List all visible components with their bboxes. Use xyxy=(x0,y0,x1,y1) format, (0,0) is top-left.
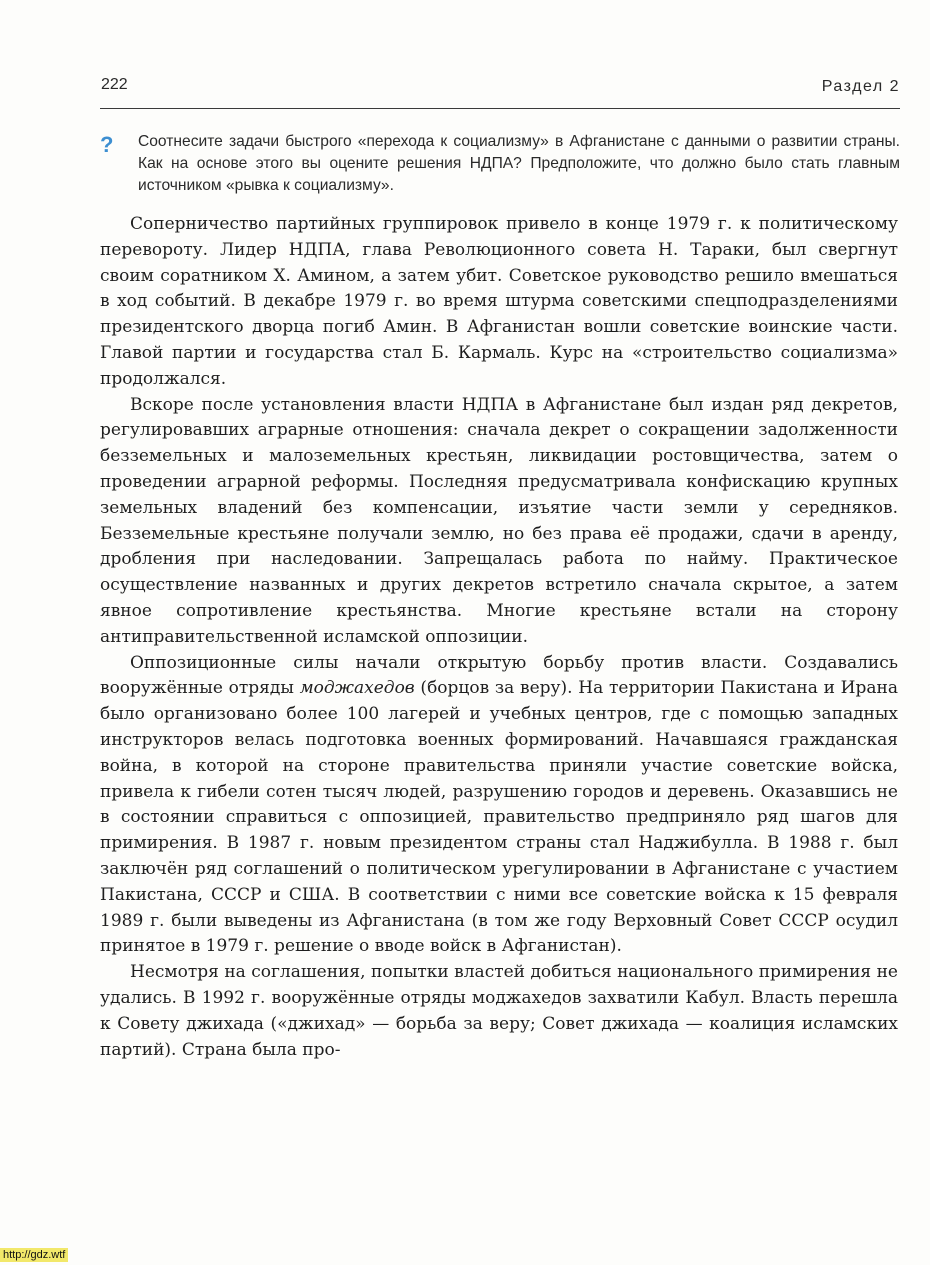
paragraph-3 xyxy=(100,651,898,961)
header-divider xyxy=(100,108,900,109)
paragraph-1: Соперничество партийных группировок привело в конце 1979 г. к политическому перевороту. Лидер НДПА, глава Революционного совета Н. Тараки, был свергнут своим соратником Х. Амином, а затем убит. Советское руководство решило вмешаться в ход событий. В декабре 1979 г. во время штурма советскими спецподразделениями президентского дворца погиб Амин. В Афганистан вошли советские воинские части. Главой партии и государства стал Б. Кармаль. Курс на «строительство социализма» продолжался. xyxy=(100,214,898,389)
question-mark-icon: ? xyxy=(100,132,114,157)
question-block xyxy=(100,131,900,197)
paragraph-3-start: Оппозиционные силы начали открытую борьбу против власти. Создавались вооружённые отряды xyxy=(100,652,898,699)
paragraph-4: Несмотря на соглашения, попытки властей добиться национального примирения не удались. В 1992 г. вооружённые отряды моджахедов захватили Кабул. Власть перешла к Совету джихада («джихад» — борьба за веру; Совет джихада — коалиция исламских партий). Страна была про- xyxy=(100,962,898,1060)
paragraph-2: Вскоре после установления власти НДПА в Афганистане был издан ряд декретов, регулировавших аграрные отношения: сначала декрет о сокращении задолженности безземельных и малоземельных крестьян, ликвидации ростовщичества, затем о проведении аграрной реформы. Последняя предусматривала конфискацию крупных земельных владений без компенсации, изъятие части земли у середняков. Безземельные крестьяне получали землю, но без права её продажи, сдачи в аренду, дробления при наследовании. Запрещалась работа по найму. Практическое осуществление названных и других декретов встретило сначала скрытое, а затем явное сопротивление крестьянства. Многие крестьяне встали на сторону антиправительственной исламской оппозиции. xyxy=(100,394,898,647)
paragraph-3-end: (борцов за веру). На территории Пакистана и Ирана было организовано более 100 лагерей и учебных центров, где с помощью западных инструкторов велась подготовка военных формирований. Начавшаяся гражданская война, в которой на стороне правительства приняли участие советские войска, привела к гибели сотен тысяч людей, разрушению городов и деревень. Оказавшись не в состоянии справиться с оппозицией, правительство предприняло ряд шагов для примирения. В 1987 г. новым президентом страны стал Наджибулла. В 1988 г. был заключён ряд соглашений о политическом урегулировании в Афганистане с участием Пакистана, СССР и США. В соответствии с ними все советские войска к 15 февраля 1989 г. были выведены из Афганистана (в том же году Верховный Совет СССР осудил принятое в 1979 г. решение о вводе войск в Афганистан). xyxy=(100,678,898,957)
body-text xyxy=(100,212,898,1063)
section-label: Раздел 2 xyxy=(821,78,900,95)
question-text: Соотнесите задачи быстрого «перехода к социализму» в Афганистане с данными о развитии страны. Как на основе этого вы оцените решения НДПА? Предположите, что должно было стать главным источником «рывка к социализму». xyxy=(138,133,900,194)
page-number: 222 xyxy=(101,76,128,93)
watermark-link[interactable]: http://gdz.wtf xyxy=(0,1248,68,1262)
term-mujahideen: моджахедов xyxy=(299,678,415,699)
